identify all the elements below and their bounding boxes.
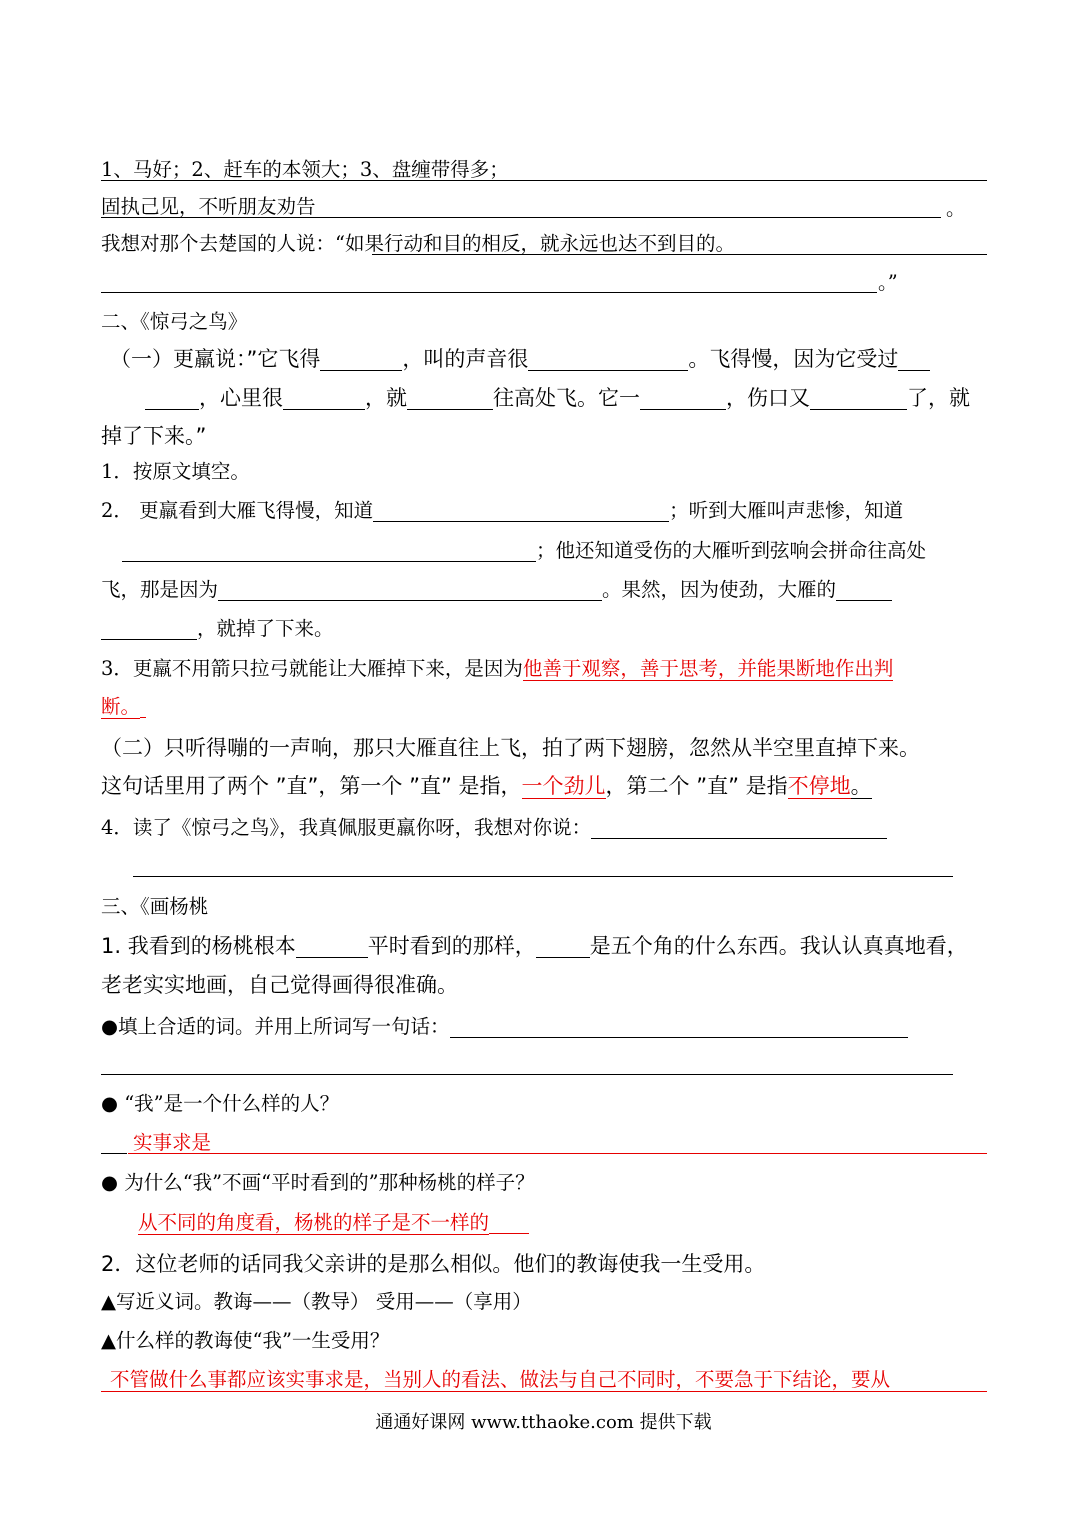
footer-text: 通通好课网 www.tthaoke.com 提供下载	[375, 1412, 712, 1433]
blank[interactable]	[145, 387, 199, 410]
section-2-title	[101, 308, 247, 336]
blank[interactable]	[283, 387, 365, 410]
triangle-item-2-answer	[110, 1366, 890, 1394]
passage-text: 了，就	[907, 386, 970, 410]
triangle-text: ▲什么样的教诲使“我”一生受用？	[101, 1329, 390, 1352]
question-text: 。果然，因为使劲，大雁的	[602, 578, 837, 601]
question-2-line-3	[101, 576, 892, 604]
section-3-title	[101, 893, 208, 921]
passage-text: 老老实实地画，自己觉得画得很准确。	[101, 973, 458, 997]
question-2-line-1	[101, 497, 903, 525]
answer-text-2: 固执己见，不听朋友劝告	[101, 195, 316, 218]
blank[interactable]	[836, 578, 892, 601]
passage-text: 往高处飞。它一	[493, 386, 640, 410]
question-3-line-1	[101, 655, 893, 683]
blank[interactable]	[296, 935, 368, 958]
answer-underline-bullet-2-lead	[101, 1153, 127, 1154]
answer-underline-tail	[140, 695, 146, 718]
bullet-3	[101, 1169, 535, 1197]
passage-text: ，伤口又	[726, 386, 810, 410]
answer-red: 不停地	[787, 774, 851, 798]
passage-text: 。	[850, 774, 872, 798]
passage-text: 2．这位老师的话同我父亲讲的是那么相似。他们的教诲使我一生受用。	[101, 1252, 766, 1276]
line3-answer: 如果行动和目的相反，就永远也达不到目的。	[344, 232, 735, 255]
section-3-q2	[101, 1250, 765, 1278]
answer-underline-4	[101, 292, 877, 293]
question-text: ；他还知道受伤的大雁听到弦响会拼命往高处	[536, 539, 927, 562]
answer-line-4-end	[878, 269, 898, 297]
answer-red: 从不同的角度看，杨桃的样子是不一样的	[138, 1211, 490, 1234]
triangle-item-2	[101, 1327, 389, 1355]
question-text: ，就掉了下来。	[197, 617, 334, 640]
section-title: 三、《画杨桃	[101, 895, 209, 918]
answer-underline-1	[101, 180, 987, 181]
passage-1-line-3	[101, 422, 206, 450]
blank[interactable]	[528, 348, 688, 371]
answer-underline-2	[101, 217, 941, 218]
passage-text: 。飞得慢，因为它受过	[688, 347, 899, 371]
blank[interactable]	[810, 387, 907, 410]
answer-line-2-end	[946, 195, 966, 223]
passage-text: ，第二个 ”直” 是指	[605, 774, 788, 798]
passage-text: 1. 我看到的杨桃根本	[101, 934, 296, 958]
answer-text-1: 1、马好；2、赶车的本领大；3、盘缠带得多；	[101, 158, 509, 181]
bullet-1	[101, 1013, 908, 1041]
blank[interactable]	[218, 578, 602, 601]
section-3-q1-line-2	[101, 971, 458, 999]
answer-underline-bullet-1	[101, 1074, 953, 1075]
answer-underline-tail	[489, 1211, 529, 1234]
passage-text: 是五个角的什么东西。我认认真真地看，	[589, 934, 968, 958]
bullet-text: ● 为什么“我”不画“平时看到的”那种杨桃的样子？	[101, 1171, 535, 1194]
passage-text: （二）只听得嘣的一声响，那只大雁直往上飞，拍了两下翅膀，忽然从半空里直掉下来。	[101, 736, 920, 760]
question-text: 1．按原文填空。	[101, 460, 250, 483]
section-3-q1-line-1	[101, 932, 968, 960]
passage-text: 平时看到的那样，	[367, 934, 536, 958]
passage-text: 掉了下来。”	[101, 424, 207, 448]
period-mark: 。	[946, 197, 966, 220]
question-2-line-4	[101, 615, 334, 643]
blank[interactable]	[101, 617, 197, 640]
answer-underline-3	[372, 254, 987, 255]
passage-2-line-2	[101, 772, 872, 800]
passage-1-line-1	[110, 345, 930, 373]
passage-text: ，心里很	[199, 386, 283, 410]
line3-prefix: 我想对那个去楚国的人说：“	[101, 232, 345, 255]
passage-text: ，就	[365, 386, 407, 410]
passage-text: 这句话里用了两个 ”直”，第一个 ”直” 是指，	[101, 774, 522, 798]
question-1	[101, 458, 250, 486]
question-text: 飞，那是因为	[101, 578, 219, 601]
triangle-item-1	[101, 1288, 532, 1316]
question-text: ；听到大雁叫声悲惨，知道	[669, 499, 904, 522]
passage-2-line-1	[101, 734, 920, 762]
blank[interactable]	[450, 1015, 908, 1038]
question-2-line-2	[122, 537, 926, 565]
question-text: 3．更羸不用箭只拉弓就能让大雁掉下来，是因为	[101, 657, 523, 680]
answer-underline-tri-2	[101, 1391, 987, 1392]
bullet-3-answer	[138, 1209, 529, 1237]
bullet-text: ● “我”是一个什么样的人？	[101, 1092, 340, 1115]
footer	[0, 1408, 1087, 1434]
closing-quote: 。”	[878, 271, 898, 294]
passage-text: ，叫的声音很	[402, 347, 529, 371]
question-text: 2． 更羸看到大雁飞得慢，知道	[101, 499, 374, 522]
answer-red: 实事求是	[133, 1131, 212, 1154]
passage-1-line-2	[145, 384, 970, 412]
answer-underline-q4	[133, 876, 953, 877]
blank[interactable]	[640, 387, 726, 410]
answer-underline-bullet-2	[128, 1153, 987, 1154]
answer-red: 一个劲儿	[521, 774, 606, 798]
triangle-text: ▲写近义词。教诲——（教导） 受用——（享用）	[101, 1290, 532, 1313]
answer-red: 不管做什么事都应该实事求是，当别人的看法、做法与自己不同时，不要急于下结论，要从	[110, 1368, 891, 1391]
blank[interactable]	[898, 348, 930, 371]
question-3-line-2	[101, 693, 146, 721]
answer-red: 他善于观察，善于思考，并能果断地作出判	[522, 657, 894, 680]
blank[interactable]	[373, 499, 669, 522]
passage-text: （一）更羸说：”它飞得	[110, 347, 321, 371]
blank[interactable]	[122, 539, 536, 562]
blank[interactable]	[407, 387, 493, 410]
question-text: 4．读了《惊弓之鸟》，我真佩服更羸你呀，我想对你说：	[101, 816, 592, 839]
blank[interactable]	[591, 816, 887, 839]
blank[interactable]	[536, 935, 590, 958]
answer-red: 断。	[101, 695, 141, 718]
question-4	[101, 814, 887, 842]
section-title: 二、《惊弓之鸟》	[101, 310, 248, 333]
blank[interactable]	[320, 348, 402, 371]
bullet-text: ●填上合适的词。并用上所词写一句话：	[101, 1015, 450, 1038]
bullet-2	[101, 1090, 339, 1118]
